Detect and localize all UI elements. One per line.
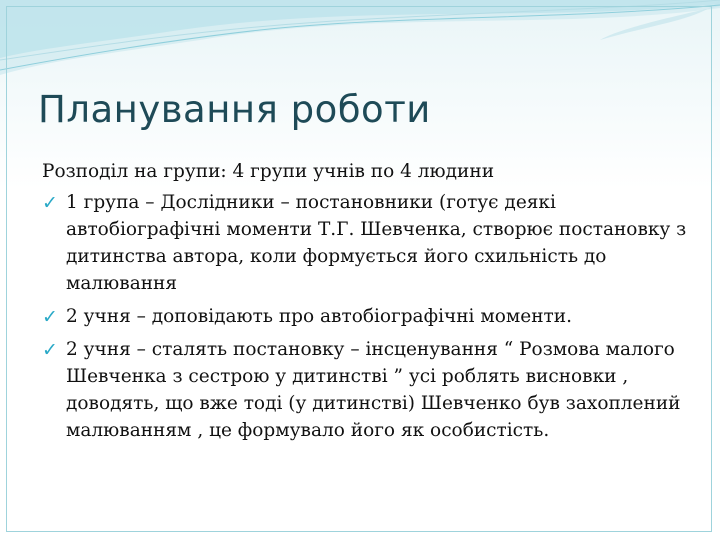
checkmark-icon: ✓ (42, 192, 58, 214)
list-item-text: 1 група – Дослідники – постановники (готує деякі автобіографічні моменти Т.Г. Шевченка, створює постановку з дитинства автора, коли формується його схильність до малювання (66, 192, 687, 294)
slide-content (42, 158, 692, 450)
list-item (42, 303, 692, 330)
list-item (42, 336, 692, 444)
list-item (42, 189, 692, 297)
slide-title: Планування роботи (38, 88, 431, 131)
list-item-text: 2 учня – сталять постановку – інсценування “ Розмова малого Шевченка з сестрою у дитинстві ” усі роблять висновки , доводять, що вже тоді (у дитинстві) Шевченко був захоплений малюванням , це формувало його як особистість. (66, 339, 681, 441)
bullet-list (42, 189, 692, 444)
checkmark-icon: ✓ (42, 306, 58, 328)
intro-text: Розподіл на групи: 4 групи учнів по 4 людини (42, 161, 495, 182)
list-item-text: 2 учня – доповідають про автобіографічні моменти. (66, 306, 572, 327)
checkmark-icon: ✓ (42, 339, 58, 361)
